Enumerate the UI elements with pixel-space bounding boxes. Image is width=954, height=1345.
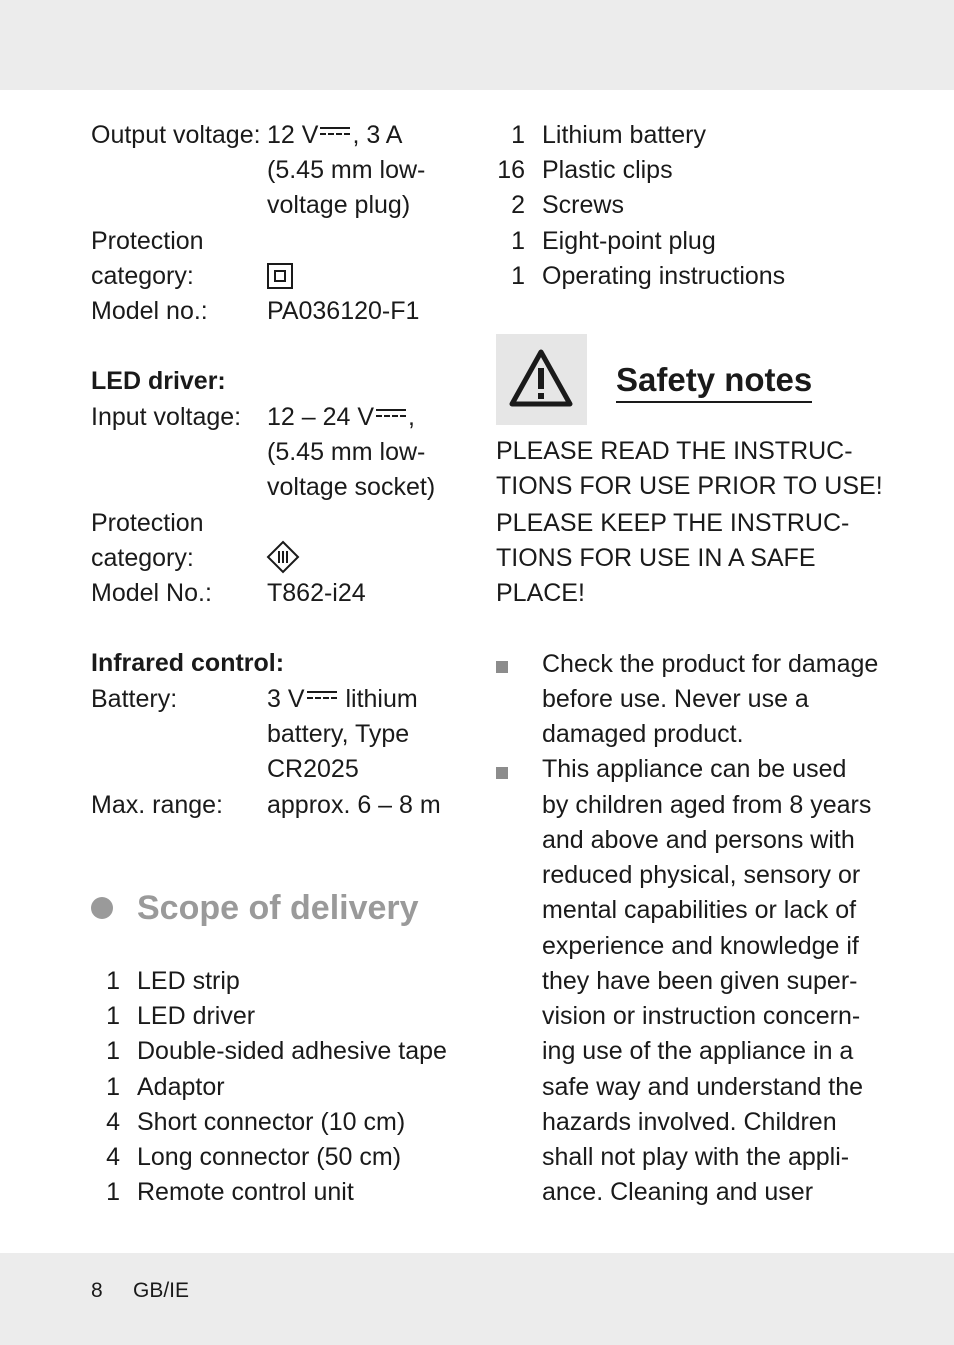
warning-triangle-icon: [508, 348, 574, 408]
range-value: approx. 6 – 8 m: [267, 791, 441, 819]
safety-title: Safety notes: [616, 360, 812, 403]
bullet2-line: by children aged from 8 years: [542, 791, 872, 819]
section-bullet-icon: [91, 897, 113, 919]
scope-qty: 2: [511, 191, 525, 219]
output-voltage-line2: (5.45 mm low-: [267, 156, 426, 184]
bullet2-line: mental capabilities or lack of: [542, 896, 857, 924]
warning-box: [496, 334, 587, 425]
scope-qty: 1: [106, 967, 120, 995]
bullet2-line: experience and knowledge if: [542, 932, 859, 960]
bullet2-line: shall not play with the appli-: [542, 1143, 850, 1171]
bullet2-line: they have been given super-: [542, 967, 858, 995]
scope-item: Double-sided adhesive tape: [137, 1037, 447, 1065]
input-voltage-value-a: 12 – 24 V: [267, 403, 375, 431]
protection-label-1: Protection: [91, 227, 204, 255]
model-label: Model no.:: [91, 297, 208, 325]
output-voltage-value: [267, 118, 402, 153]
bullet2-line: reduced physical, sensory or: [542, 861, 861, 889]
scope-item: Lithium battery: [542, 121, 706, 149]
scope-item: LED driver: [137, 1002, 256, 1030]
scope-item: Short connector (10 cm): [137, 1108, 406, 1136]
battery-value-b: lithium: [338, 685, 418, 713]
bullet2-line: This appliance can be used: [542, 755, 847, 783]
led-driver-heading: LED driver:: [91, 367, 226, 395]
battery-value: [267, 682, 418, 717]
bullet1-line: before use. Never use a: [542, 685, 809, 713]
region-code: GB/IE: [133, 1279, 190, 1302]
scope-qty: 1: [511, 227, 525, 255]
scope-qty: 1: [106, 1002, 120, 1030]
dc-symbol-icon: [307, 691, 337, 704]
warning-line: TIONS FOR USE IN A SAFE: [496, 544, 816, 572]
page-number: 8: [91, 1279, 103, 1302]
scope-item: LED strip: [137, 967, 240, 995]
protection-label-2: category:: [91, 262, 194, 290]
driver-protection-label-1: Protection: [91, 509, 204, 537]
scope-qty: 16: [497, 156, 525, 184]
input-voltage-line3: voltage socket): [267, 473, 436, 501]
scope-item: Plastic clips: [542, 156, 673, 184]
list-bullet-icon: [496, 661, 508, 673]
scope-qty: 1: [106, 1037, 120, 1065]
scope-qty: 4: [106, 1143, 120, 1171]
scope-qty: 1: [106, 1073, 120, 1101]
scope-item: Remote control unit: [137, 1178, 354, 1206]
driver-model-label: Model No.:: [91, 579, 212, 607]
model-value: PA036120-F1: [267, 297, 420, 325]
bullet2-line: hazards involved. Children: [542, 1108, 837, 1136]
bullet2-line: ing use of the appliance in a: [542, 1037, 854, 1065]
scope-qty: 1: [106, 1178, 120, 1206]
output-voltage-line3: voltage plug): [267, 191, 411, 219]
battery-line2: battery, Type: [267, 720, 410, 748]
infrared-heading: Infrared control:: [91, 649, 285, 677]
input-voltage-label: Input voltage:: [91, 403, 242, 431]
input-voltage-value-b: ,: [408, 403, 415, 431]
protection-class-2-icon: [267, 263, 293, 289]
bullet2-line: and above and persons with: [542, 826, 855, 854]
dc-symbol-icon: [320, 127, 350, 140]
list-bullet-icon: [496, 767, 508, 779]
scope-item: Eight-point plug: [542, 227, 716, 255]
output-voltage-value-b: , 3 A: [352, 121, 403, 149]
scope-qty: 4: [106, 1108, 120, 1136]
scope-item: Operating instructions: [542, 262, 786, 290]
bullet1-line: damaged product.: [542, 720, 744, 748]
driver-model-value: T862-i24: [267, 579, 366, 607]
warning-line: PLEASE READ THE INSTRUC-: [496, 437, 853, 465]
battery-value-a: 3 V: [267, 685, 305, 713]
scope-qty: 1: [511, 121, 525, 149]
input-voltage-line2: (5.45 mm low-: [267, 438, 426, 466]
battery-line3: CR2025: [267, 755, 359, 783]
battery-label: Battery:: [91, 685, 178, 713]
bullet2-line: vision or instruction concern-: [542, 1002, 861, 1030]
scope-item: Screws: [542, 191, 624, 219]
scope-qty: 1: [511, 262, 525, 290]
scope-heading: Scope of delivery: [137, 889, 419, 927]
dc-symbol-icon: [376, 409, 406, 422]
bullet2-line: safe way and understand the: [542, 1073, 864, 1101]
top-band: [0, 0, 954, 90]
scope-item: Adaptor: [137, 1073, 225, 1101]
warning-line: TIONS FOR USE PRIOR TO USE!: [496, 472, 883, 500]
output-voltage-label: Output voltage:: [91, 121, 261, 149]
output-voltage-value-a: 12 V: [267, 121, 319, 149]
protection-class-3-icon: [266, 540, 300, 574]
scope-item: Long connector (50 cm): [137, 1143, 402, 1171]
warning-line: PLACE!: [496, 579, 585, 607]
bullet1-line: Check the product for damage: [542, 650, 879, 678]
warning-line: PLEASE KEEP THE INSTRUC-: [496, 509, 850, 537]
bullet2-line: ance. Cleaning and user: [542, 1178, 814, 1206]
range-label: Max. range:: [91, 791, 224, 819]
input-voltage-value: [267, 400, 415, 435]
driver-protection-label-2: category:: [91, 544, 194, 572]
